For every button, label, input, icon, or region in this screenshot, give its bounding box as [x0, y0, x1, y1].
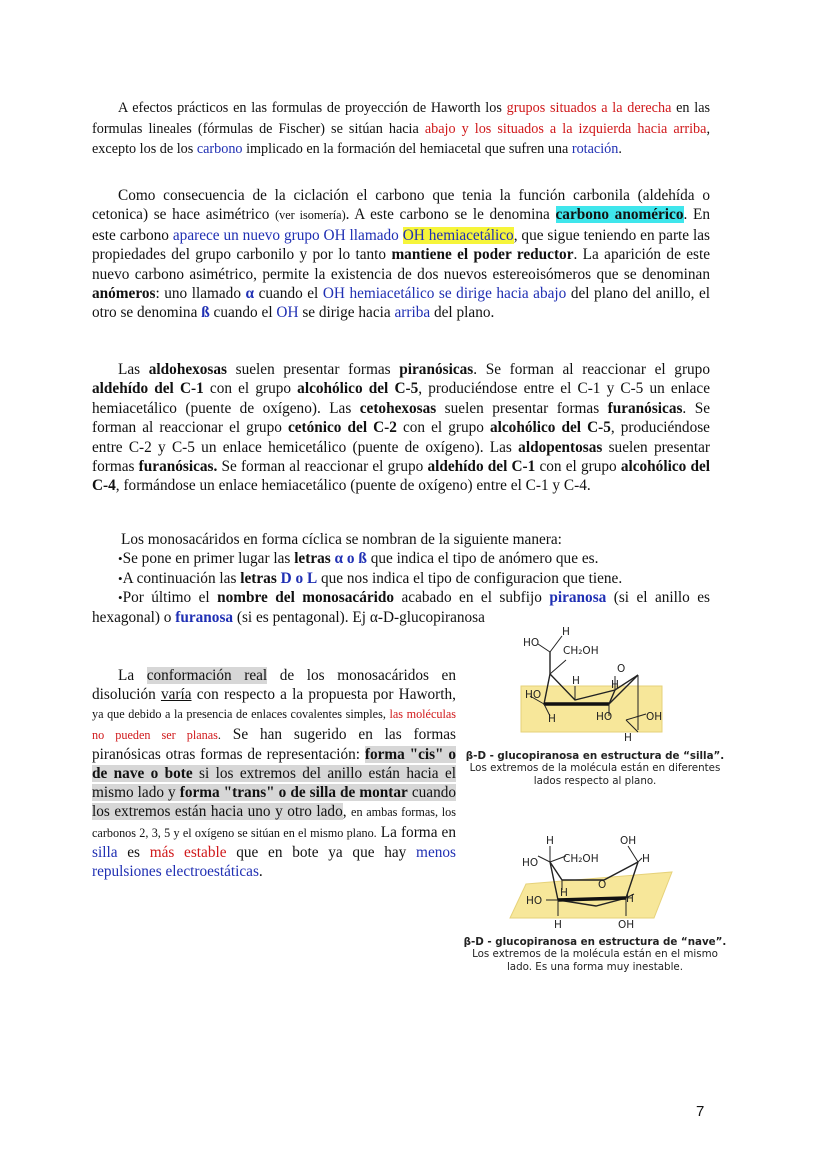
paragraph-haworth: [92, 98, 710, 160]
text-blue-bold: α o ß: [334, 550, 367, 568]
atom-label: HO: [596, 711, 613, 723]
text-blue: OH hemiacetálico se dirige hacia abajo: [322, 285, 567, 303]
text: .: [258, 863, 263, 881]
text: implicado en la formación del hemiacetal que sufren una: [242, 141, 572, 157]
highlight-gray: si los extremos del anillo están hacia el mismo lado y: [92, 765, 456, 802]
text: suelen presentar formas: [436, 399, 608, 417]
atom-label: H: [624, 732, 632, 744]
text: del plano del anillo, el otro se denomina: [92, 285, 710, 322]
bullet-icon: •: [118, 570, 123, 586]
text: , produciéndose entre el C-1 y C-5 un enlace hemiacetálico (puente de oxígeno). Las: [92, 380, 710, 417]
text: , que sigue teniendo en parte las propiedades del grupo carbonilo y por lo tanto: [92, 226, 711, 264]
text-bold: aldehído del C-1: [92, 380, 204, 398]
atom-label: OH: [618, 919, 635, 931]
figure-chair-conformation: [466, 624, 726, 792]
atom-label: H: [554, 919, 562, 931]
text: . En este carbono: [92, 206, 710, 244]
caption-title: β-D - glucopiranosa en estructura de “silla”.: [465, 750, 725, 762]
text: Se pone en primer lugar las: [122, 550, 295, 568]
bond: [538, 856, 550, 862]
bond: [538, 644, 550, 652]
bullet-item: [92, 569, 710, 588]
text: . A este carbono se le denomina: [345, 206, 556, 224]
text-small: en ambas formas, los carbonos 2, 3, 5 y el oxígeno se sitúan en el mismo plano.: [92, 805, 456, 840]
text: A efectos prácticos en las formulas de proyección de Haworth los: [118, 100, 507, 116]
text: A continuación las: [122, 569, 241, 587]
atom-label: HO: [525, 689, 542, 701]
text-blue-bold: D o L: [280, 569, 318, 587]
text: con el grupo: [535, 458, 621, 476]
atom-label: O: [598, 879, 607, 891]
text-small: .: [217, 727, 221, 742]
text: La forma en: [376, 823, 456, 841]
atom-label: CH₂OH: [563, 853, 599, 865]
text: con el grupo: [203, 380, 298, 398]
highlight-gray: cuando los extremos están hacia uno y otro lado: [92, 784, 457, 821]
text: , produciéndose entre C-2 y C-5 un enlace hemicetálico (puente de oxígeno). Las: [92, 419, 710, 456]
ring-bond-front: [558, 898, 626, 900]
atom-label: H: [642, 853, 650, 865]
text-small: ya que debido a la presencia de enlaces covalentes simples,: [92, 707, 390, 722]
text-underline: varía: [160, 686, 192, 704]
text: Se forman al reaccionar el grupo: [217, 458, 428, 476]
paragraph-naming: [92, 530, 710, 627]
text: : uno llamado: [155, 285, 246, 303]
text-bold: cetónico del C-2: [287, 419, 397, 437]
text-small: (ver isomería): [275, 208, 346, 223]
text: acabado en el subfijo: [394, 589, 550, 607]
text: que en bote ya que hay: [226, 843, 417, 861]
text: de los monosacáridos en disolución: [92, 667, 456, 704]
atom-label: O: [617, 663, 626, 675]
text-bold: mantiene el poder reductor: [391, 246, 574, 264]
highlight-anomeric: carbono anomérico: [555, 206, 684, 224]
bullet-icon: •: [118, 590, 123, 606]
chair-diagram: [466, 624, 726, 764]
text-bold: furanósicas: [607, 399, 683, 417]
text: cuando el: [209, 304, 277, 322]
text: del plano.: [430, 304, 495, 322]
text: (si el anillo es hexagonal) o: [92, 589, 710, 626]
text-bold: aldehído del C-1: [427, 458, 536, 476]
atom-label: H: [548, 713, 556, 725]
text: con respecto a la propuesta por Haworth,: [191, 686, 456, 704]
text: (si es pentagonal). Ej: [233, 608, 370, 626]
text-red: abajo y los situados a la izquierda hacia arriba: [424, 120, 707, 137]
text-red: más estable: [149, 843, 227, 861]
text-blue: silla: [92, 843, 118, 861]
atom-label: H: [560, 887, 568, 899]
text: suelen presentar formas: [226, 361, 400, 378]
page-number: 7: [696, 1103, 705, 1120]
bond: [550, 660, 566, 674]
atom-label: CH₂OH: [563, 645, 599, 657]
text: . Se forman al reaccionar el grupo: [473, 361, 710, 378]
atom-label: H: [572, 675, 580, 687]
text-blue: menos repulsiones electroestáticas: [92, 843, 456, 881]
highlight-oh: OH hemiacetálico: [402, 226, 514, 244]
text: .: [618, 141, 622, 157]
paragraph-anomeric-carbon: [92, 186, 710, 323]
bullet-icon: •: [118, 551, 123, 567]
text-blue-bold: piranosa: [549, 589, 607, 607]
text: La: [118, 667, 147, 684]
text: -D-glucopiranosa: [377, 608, 485, 626]
naming-intro: [92, 530, 710, 549]
atom-label: OH: [646, 711, 663, 723]
atom-label: OH: [620, 835, 637, 847]
text-blue: rotación: [571, 141, 619, 157]
bond: [628, 846, 638, 862]
atom-label: H: [626, 893, 634, 905]
text: que nos indica el tipo de configuracion que tiene.: [317, 569, 623, 587]
caption-text: Los extremos de la molécula están en el mismo lado. Es una forma muy inestable.: [472, 948, 718, 973]
text: , excepto los de los: [92, 120, 710, 157]
paragraph-conformation: [92, 666, 456, 881]
text-bold: piranósicas: [399, 361, 474, 378]
highlight-gray-bold: forma "trans" o de silla de montar: [179, 784, 408, 802]
text: Por último el: [122, 589, 218, 607]
boat-diagram: [466, 828, 726, 938]
alpha-symbol: α: [369, 608, 378, 626]
text-bold: furanósicas.: [138, 458, 218, 476]
text: Los monosacáridos en forma cíclica se nombran de la siguiente manera:: [121, 531, 562, 548]
text-blue: arriba: [394, 304, 431, 322]
text-blue: carbono: [196, 141, 243, 157]
paragraph-ring-forms: [92, 360, 710, 496]
text: . Se forman al reaccionar el grupo: [92, 399, 710, 437]
bond: [550, 636, 562, 652]
atom-label: H: [546, 835, 554, 847]
highlight-gray-bold: forma "cis" o de nave o bote: [92, 745, 456, 783]
figure-caption: [460, 750, 730, 787]
text: suelen presentar formas: [92, 438, 711, 476]
alpha-symbol: α: [245, 285, 255, 303]
atom-label: HO: [523, 637, 540, 649]
atom-label: HO: [526, 895, 543, 907]
atom-label: H: [562, 626, 570, 638]
text: en las formulas lineales (fórmulas de Fischer) se sitúan hacia: [92, 100, 711, 137]
figure-boat-conformation: [463, 828, 727, 976]
atom-label: HO: [522, 857, 539, 869]
plane: [521, 686, 662, 732]
text-red: grupos situados a la derecha: [506, 100, 672, 116]
text-bold: cetohexosas: [359, 399, 437, 417]
text-bold: letras: [240, 569, 281, 587]
highlight-gray: conformación real: [146, 667, 268, 684]
bullet-item: [92, 549, 710, 568]
text: ,: [342, 803, 352, 821]
text: Como consecuencia de la ciclación el carbono que tenia la función carbonila (aldehída o cetonica) se hace asimétrico: [92, 187, 710, 224]
text-small-red: las moléculas no pueden ser planas: [92, 707, 457, 742]
text-bold: alcohólico del C-5: [297, 380, 419, 398]
atom-label: H: [611, 679, 619, 691]
text-blue: aparece un nuevo grupo OH llamado: [172, 226, 403, 244]
text: cuando el: [254, 285, 323, 303]
figure-caption: [460, 936, 730, 973]
text-blue: OH: [276, 304, 299, 322]
text-bold: alcohólico del C-5: [489, 419, 611, 437]
text: Las: [118, 361, 149, 378]
text: , formándose un enlace hemiacetálico (puente de oxígeno) entre el C-1 y C-4.: [115, 477, 591, 495]
bullet-item: [92, 588, 710, 627]
beta-symbol: ß: [201, 304, 210, 322]
text: . La aparición de este nuevo carbono asimétrico, permite la existencia de dos nuevos estereoisómeros que se denominan: [92, 246, 710, 283]
text-bold: letras: [294, 550, 335, 568]
text-blue-bold: furanosa: [175, 608, 234, 626]
caption-text: Los extremos de la molécula están en diferentes lados respecto al plano.: [469, 762, 721, 787]
text-bold: nombre del monosacárido: [217, 589, 395, 607]
text: con el grupo: [396, 419, 490, 437]
text: es: [117, 843, 150, 861]
text-bold: anómeros: [92, 285, 156, 303]
text: Se han sugerido en las formas piranósicas otras formas de representación:: [92, 725, 456, 763]
text-bold: aldopentosas: [518, 438, 603, 456]
caption-title: β-D - glucopiranosa en estructura de “nave”.: [463, 936, 727, 948]
text-bold: alcohólico del C-4: [92, 458, 710, 495]
text: se dirige hacia: [298, 304, 395, 322]
text-bold: aldohexosas: [148, 361, 227, 378]
text: que indica el tipo de anómero que es.: [366, 550, 599, 568]
